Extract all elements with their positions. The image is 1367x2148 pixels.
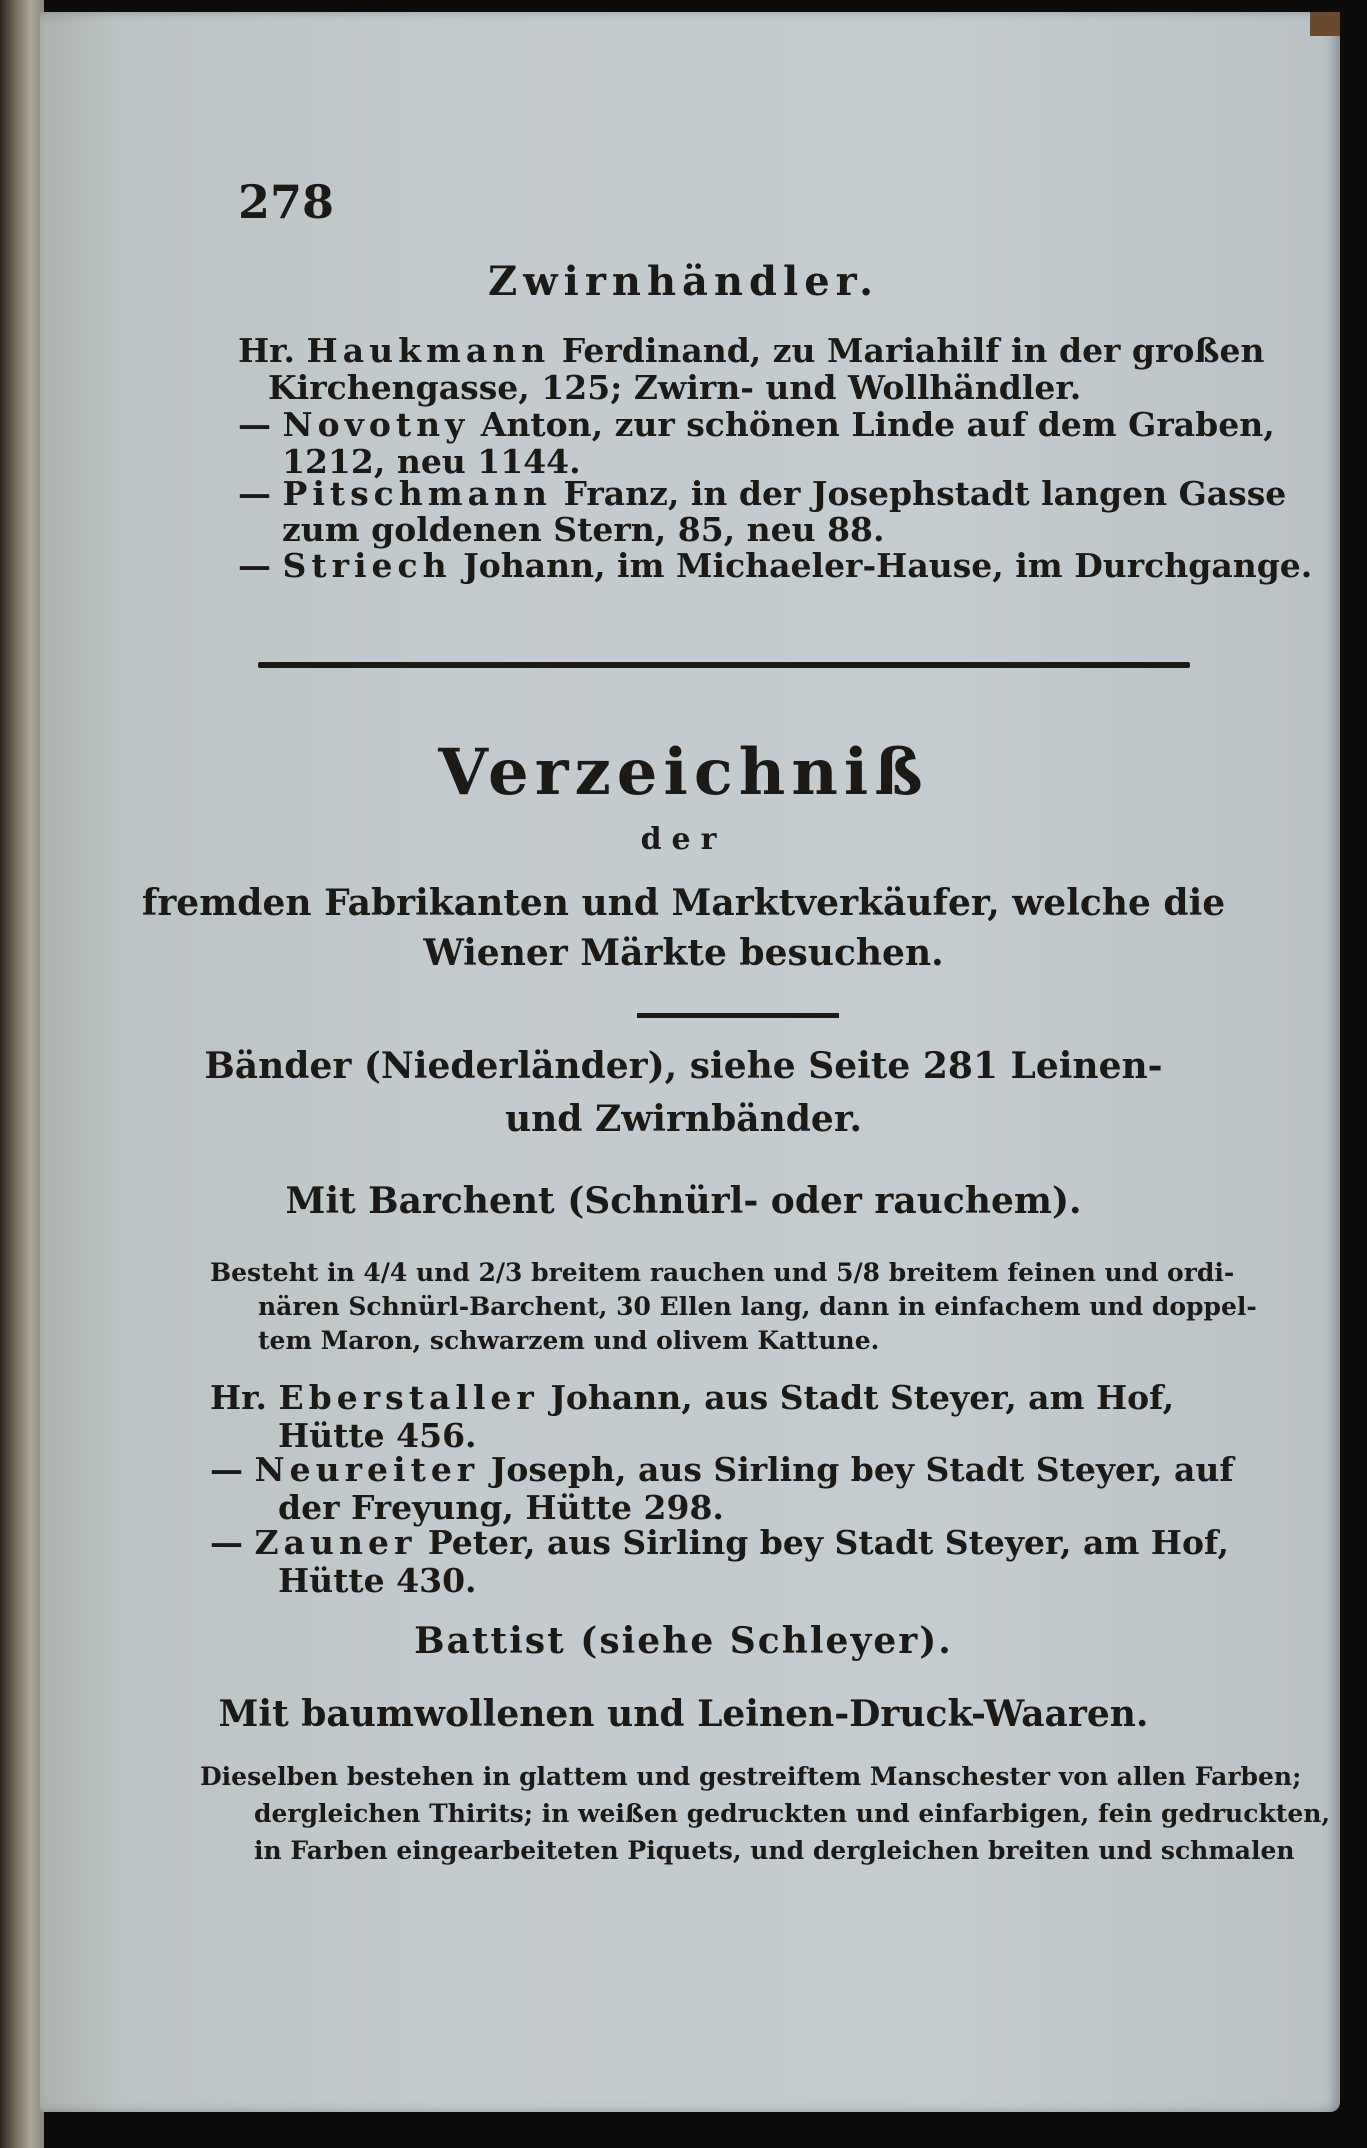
entry-line [238, 548, 1312, 584]
entry-detail: Peter, aus Sirling bey Stadt Steyer, am Hof, [427, 1523, 1229, 1562]
entry-surname: Novotny [282, 405, 470, 444]
barchent-description-line: Besteht in 4/4 und 2/3 breitem rauchen und 5/8 breitem feinen und ordi- [210, 1258, 1235, 1287]
entry-line [238, 333, 1264, 369]
entry-detail: Johann, im Michaeler-Hause, im Durchgange. [463, 546, 1313, 585]
entry-surname: Zauner [254, 1523, 417, 1562]
section-heading-zwirnhaendler: Zwirnhändler. [487, 258, 879, 305]
entry-continuation: Hütte 430. [278, 1561, 477, 1600]
entry-surname: Haukmann [306, 331, 551, 370]
entry-surname: Striech [282, 546, 452, 585]
entry-detail: Anton, zur schönen Linde auf dem Graben, [480, 405, 1275, 444]
druck-waaren-heading: Mit baumwollenen und Leinen-Druck-Waaren. [218, 1693, 1149, 1735]
entry-detail: Joseph, aus Sirling bey Stadt Steyer, auf [490, 1450, 1234, 1489]
entry-prefix: Hr. [210, 1378, 268, 1417]
baender-reference-line-1: Bänder (Niederländer), siehe Seite 281 Leinen- [204, 1045, 1163, 1087]
entry-prefix: Hr. [238, 331, 296, 370]
entry-continuation: 1212, neu 1144. [282, 442, 581, 481]
entry-line [238, 476, 1286, 512]
title-article: der [640, 822, 727, 857]
entry-prefix: — [238, 405, 271, 444]
entry-prefix: — [238, 546, 271, 585]
barchent-description-line: nären Schnürl-Barchent, 30 Ellen lang, dann in einfachem und doppel- [258, 1292, 1257, 1321]
entry-surname: Neureiter [254, 1450, 480, 1489]
entry-continuation: Kirchengasse, 125; Zwirn- und Wollhändler. [268, 368, 1082, 407]
baender-reference-line-2: und Zwirnbänder. [504, 1098, 863, 1140]
druck-description-line: dergleichen Thirits; in weißen gedruckten und einfarbigen, fein gedruckten, [254, 1799, 1331, 1828]
entry-line [210, 1452, 1234, 1488]
subtitle-line-1: fremden Fabrikanten und Marktverkäufer, welche die [141, 882, 1226, 924]
title-divider-rule [637, 1013, 839, 1018]
section-title-verzeichniss: Verzeichniß [438, 735, 929, 810]
subtitle-line-2: Wiener Märkte besuchen. [423, 932, 944, 974]
entry-prefix: — [238, 474, 271, 513]
entry-surname: Pitschmann [282, 474, 553, 513]
page-number: 278 [238, 175, 335, 229]
entry-continuation: Hütte 456. [278, 1416, 477, 1455]
entry-line [210, 1380, 1174, 1416]
druck-description-line: in Farben eingearbeiteten Piquets, und dergleichen breiten und schmalen [254, 1836, 1295, 1865]
entry-continuation: zum goldenen Stern, 85, neu 88. [282, 510, 885, 549]
entry-detail: Johann, aus Stadt Steyer, am Hof, [550, 1378, 1175, 1417]
entry-surname: Eberstaller [278, 1378, 539, 1417]
barchent-heading: Mit Barchent (Schnürl- oder rauchem). [285, 1180, 1082, 1222]
druck-description-line: Dieselben bestehen in glattem und gestreiftem Manschester von allen Farben; [200, 1762, 1302, 1791]
entry-continuation: der Freyung, Hütte 298. [278, 1488, 724, 1527]
entry-line [238, 407, 1275, 443]
entry-detail: Ferdinand, zu Mariahilf in der großen [561, 331, 1265, 370]
section-divider-rule [258, 662, 1190, 668]
barchent-description-line: tem Maron, schwarzem und olivem Kattune. [258, 1326, 880, 1355]
page-corner-ribbon [1310, 12, 1340, 36]
entry-line [210, 1525, 1229, 1561]
entry-prefix: — [210, 1523, 243, 1562]
entry-detail: Franz, in der Josephstadt langen Gasse [563, 474, 1287, 513]
battist-heading: Battist (siehe Schleyer). [414, 1620, 953, 1662]
entry-prefix: — [210, 1450, 243, 1489]
